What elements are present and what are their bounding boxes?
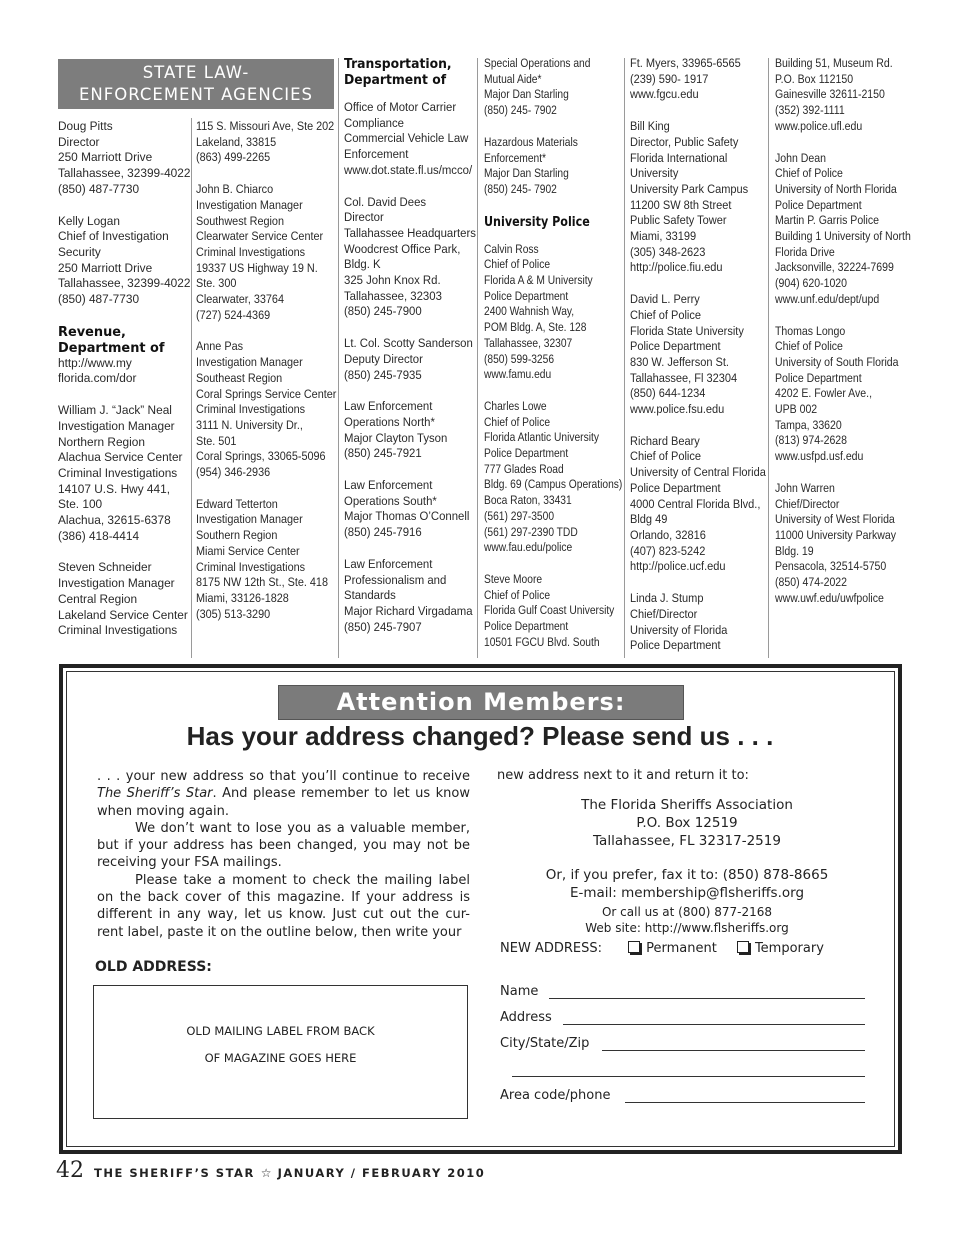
entry-line: 10501 FGCU Blvd. South [484, 634, 600, 649]
entry-line: 777 Glades Road [484, 461, 564, 476]
entry-line: Tallahassee, 32303 [344, 288, 442, 303]
entry-line: (863) 499-2265 [196, 150, 271, 165]
entry-line: Criminal Investigations [196, 559, 306, 574]
entry-line: Tallahassee, 32307 [484, 335, 573, 350]
directory-entry [196, 497, 336, 623]
email-line: E-mail: membership@flsheriffs.org [569, 885, 805, 901]
entry-line: Compliance [344, 115, 404, 130]
entry-line: Edward Tetterton [196, 496, 278, 511]
directory-entry [344, 557, 476, 636]
entry-line: Doug Pitts [58, 119, 113, 133]
entry-line: http://police.fiu.edu [630, 260, 723, 275]
entry-line: Investigation Manager [196, 197, 303, 212]
entry-line: Lakeland Service Center [58, 607, 188, 622]
entry-line: Chief of Police [630, 449, 702, 464]
entry-line: Enforcement [344, 147, 409, 162]
directory-entry [344, 56, 476, 88]
entry-line: Florida International [630, 150, 728, 165]
entry-line: Tallahassee, Fl 32304 [630, 370, 738, 385]
directory-entry [58, 324, 190, 387]
attention-banner: Attention Members: [278, 685, 684, 720]
entry-line: 14107 U.S. Hwy 441, [58, 481, 171, 496]
directory-entry [58, 403, 190, 544]
entry-line: Enforcement* [484, 150, 547, 165]
entry-line: Florida State University [630, 323, 744, 338]
entry-line: Southwest Region [196, 213, 285, 228]
entry-line: 115 S. Missouri Ave, Ste 202 [196, 119, 335, 133]
entry-line: www.fgcu.edu [630, 87, 699, 102]
entry-line: Criminal Investigations [196, 244, 306, 259]
entry-line: Steven Schneider [58, 560, 152, 575]
entry-line: (727) 524-4369 [196, 307, 271, 322]
agency-heading: Transportation, [344, 56, 452, 72]
entry-line: Investigation Manager [58, 576, 175, 591]
entry-line: Florida Atlantic University [484, 430, 599, 445]
directory-entry [484, 214, 622, 230]
entry-line: www.police.ufl.edu [775, 118, 863, 133]
address-field-label: Address [500, 1010, 552, 1025]
entry-line: http://www.my [58, 355, 132, 370]
directory-entry [484, 135, 622, 198]
entry-line: Bldg 49 [630, 512, 668, 527]
entry-line: (352) 392-1111 [775, 103, 845, 118]
entry-line: Police Department [484, 446, 569, 461]
entry-line: Chief of Investigation [58, 229, 169, 244]
entry-line: Woodcrest Office Park, [344, 241, 461, 256]
entry-line: Pensacola, 32514-5750 [775, 559, 887, 574]
phone-field-line[interactable] [625, 1102, 865, 1103]
temporary-checkbox[interactable] [737, 941, 749, 953]
directory-column-2 [196, 119, 336, 725]
entry-line: (850) 245-7900 [344, 304, 422, 319]
entry-line: 19337 US Highway 19 N. [196, 260, 318, 275]
notice-text: . . . your new address so that you’ll continue to receive [97, 769, 470, 784]
temporary-label: Temporary [754, 941, 824, 956]
entry-line: www.famu.edu [484, 367, 552, 382]
notice-question: Has your address changed? Please send us . . . [186, 721, 774, 751]
entry-line: (904) 620-1020 [775, 276, 848, 291]
entry-line: Alachua, 32615-6378 [58, 513, 171, 528]
entry-line: 2400 Wahnish Way, [484, 304, 575, 319]
entry-line: (850) 487-7730 [58, 181, 140, 196]
directory-entry [344, 336, 476, 383]
entry-line: Public Safety Tower [630, 213, 727, 228]
entry-line: David L. Perry [630, 292, 700, 307]
entry-line: Chief of Police [775, 166, 843, 181]
entry-line: Chief of Police [484, 414, 551, 429]
entry-line: John B. Chiarco [196, 182, 274, 197]
entry-line: (239) 590- 1917 [630, 71, 709, 86]
entry-line: Investigation Manager [196, 512, 303, 527]
entry-line: (561) 297-3500 [484, 508, 555, 523]
entry-line: Boca Raton, 33431 [484, 493, 572, 508]
entry-line: Security [58, 244, 101, 259]
entry-line: Chief/Director [775, 496, 840, 511]
entry-line: Police Department [630, 480, 721, 495]
entry-line: Southeast Region [196, 370, 283, 385]
entry-line: Ft. Myers, 33965-6565 [630, 56, 741, 70]
label-box-line1: OLD MAILING LABEL FROM BACK [186, 1024, 375, 1038]
entry-line: 830 W. Jefferson St. [630, 354, 729, 369]
org-city: Tallahassee, FL 32317-2519 [593, 833, 781, 849]
notice-text: . And please remember to let us know when moving again. [97, 786, 470, 819]
directory-entry [344, 195, 476, 321]
entry-line: Criminal Investigations [196, 402, 306, 417]
directory-entry [344, 399, 476, 462]
entry-line: Chief/Director [630, 606, 698, 621]
entry-line: Northern Region [58, 434, 145, 449]
label-box-line2: OF MAGAZINE GOES HERE [204, 1051, 357, 1065]
entry-line: Lt. Col. Scotty Sanderson [344, 336, 473, 351]
entry-line: 3111 N. University Dr., [196, 417, 303, 432]
entry-line: University of Central Florida [630, 465, 766, 480]
entry-line: Building 51, Museum Rd. [775, 56, 893, 70]
entry-line: Police Department [775, 370, 862, 385]
directory-entry [484, 242, 622, 383]
new-address-label: NEW ADDRESS: [500, 941, 602, 956]
website-line: Web site: http://www.flsheriffs.org [585, 921, 789, 935]
entry-line: Hazardous Materials [484, 134, 578, 149]
entry-line: Clearwater Service Center [196, 229, 324, 244]
entry-line: Ste. 501 [196, 433, 237, 448]
entry-line: Linda J. Stump [630, 591, 704, 606]
entry-line: Deputy Director [344, 351, 423, 366]
entry-line: University [630, 166, 679, 181]
entry-line: Richard Beary [630, 433, 700, 448]
directory-entry [630, 591, 766, 654]
entry-line: John Warren [775, 480, 835, 495]
entry-line: University of West Florida [775, 512, 895, 527]
old-label-box [93, 985, 468, 1119]
directory-column-1 [58, 119, 190, 725]
entry-line: University of Florida [630, 622, 728, 637]
issue-date: JANUARY / FEBRUARY 2010 [277, 1166, 486, 1180]
entry-line: Florida Drive [775, 244, 835, 259]
magazine-title-italic: The Sheriff’s Star [97, 786, 213, 802]
entry-line: Thomas Longo [775, 323, 846, 338]
entry-line: Coral Springs Service Center [196, 386, 337, 401]
permanent-label: Permanent [646, 941, 717, 956]
entry-line: Miami Service Center [196, 543, 300, 558]
entry-line: Bldg. 19 [775, 543, 814, 558]
entry-line: Tallahassee, 32399-4022 [58, 166, 191, 181]
entry-line: Police Department [630, 339, 721, 354]
entry-line: Major Dan Starling [484, 166, 569, 181]
entry-line: Central Region [58, 591, 138, 606]
directory-entry [344, 100, 476, 179]
entry-line: Miami, 33199 [630, 229, 697, 244]
entry-line: (305) 348-2623 [630, 244, 706, 259]
entry-line: Criminal Investigations [58, 465, 178, 480]
entry-line: Police Department [484, 288, 569, 303]
entry-line: John Dean [775, 150, 826, 165]
notice-paragraph-3: Please take a moment to check the mailing label on the back cover of this magazine. If your address is different in any way, let us know. Just cut out the cur-rent label, paste it on the outline below, then write your [97, 872, 470, 940]
directory-entry [58, 560, 190, 639]
old-address-label: OLD ADDRESS: [95, 959, 212, 975]
entry-line: Chief of Police [484, 587, 551, 602]
entry-line: Florida A & M University [484, 273, 593, 288]
directory-entry [775, 324, 911, 465]
entry-line: Major Thomas O’Connell [344, 509, 470, 524]
entry-line: Office of Motor Carrier [344, 100, 457, 114]
entry-line: Miami, 33126-1828 [196, 590, 289, 605]
entry-line: Operations North* [344, 414, 435, 429]
agency-heading: Department of [344, 72, 447, 88]
entry-line: (850) 245- 7902 [484, 181, 557, 196]
entry-line: Col. David Dees [344, 194, 427, 209]
entry-line: Bldg. K [344, 257, 381, 272]
directory-column-6 [775, 56, 911, 662]
entry-line: University of South Florida [775, 354, 899, 369]
entry-line: Tallahassee, 32399-4022 [58, 276, 191, 291]
page-footer [56, 1158, 485, 1183]
entry-line: 8175 NW 12th St., Ste. 418 [196, 575, 328, 590]
entry-line: Operations South* [344, 493, 437, 508]
directory-entry [58, 119, 190, 198]
directory-entry [196, 119, 336, 166]
entry-line: 250 Marriott Drive [58, 150, 153, 165]
directory-entry [775, 151, 911, 308]
entry-line: 250 Marriott Drive [58, 260, 153, 275]
entry-line: Anne Pas [196, 339, 244, 354]
entry-line: Alachua Service Center [58, 450, 183, 465]
permanent-checkbox[interactable] [628, 941, 640, 953]
column-divider [768, 58, 769, 658]
new-address-options [500, 940, 824, 956]
entry-line: POM Bldg. A, Ste. 128 [484, 320, 587, 335]
extra-address-line[interactable] [512, 1076, 865, 1077]
entry-line: (561) 297-2390 TDD [484, 524, 578, 539]
entry-line: 4202 E. Fowler Ave., [775, 386, 872, 401]
directory-entry [775, 481, 911, 607]
fsa-mailing-address [497, 796, 877, 850]
column-divider [338, 58, 339, 658]
directory-entry [484, 572, 622, 651]
notice-right-intro: new address next to it and return it to: [497, 768, 749, 783]
entry-line: Gainesville 32611-2150 [775, 87, 885, 102]
column-divider [191, 118, 192, 658]
org-po-box: P.O. Box 12519 [636, 815, 738, 831]
entry-line: Coral Springs, 33065-5096 [196, 449, 326, 464]
directory-column-5 [630, 56, 766, 662]
agency-heading: University Police [484, 213, 590, 230]
star-icon: ☆ [260, 1166, 272, 1180]
entry-line: Martin P. Garris Police [775, 213, 879, 228]
entry-line: Major Richard Virgadama [344, 603, 473, 618]
entry-line: 11200 SW 8th Street [630, 197, 732, 212]
entry-line: www.usfpd.usf.edu [775, 449, 864, 464]
entry-line: (407) 823-5242 [630, 543, 706, 558]
entry-line: Director [58, 134, 100, 149]
directory-entry [196, 182, 336, 323]
entry-line: (386) 418-4414 [58, 528, 140, 543]
notice-left-text [97, 768, 470, 941]
entry-line: Special Operations and [484, 56, 591, 70]
page-number: 42 [56, 1158, 84, 1183]
entry-line: (850) 487-7730 [58, 292, 140, 307]
entry-line: Chief of Police [630, 307, 702, 322]
entry-line: Mutual Aide* [484, 71, 542, 86]
section-header [58, 59, 334, 109]
entry-line: florida.com/dor [58, 371, 137, 386]
section-header-line2: ENFORCEMENT AGENCIES [78, 85, 313, 104]
entry-line: 4000 Central Florida Blvd., [630, 496, 761, 511]
entry-line: P.O. Box 112150 [775, 71, 854, 86]
entry-line: Police Department [775, 197, 862, 212]
entry-line: Bill King [630, 119, 670, 134]
directory-column-3 [344, 56, 476, 662]
entry-line: 11000 University Parkway [775, 527, 896, 542]
agency-heading: Revenue, [58, 323, 126, 340]
entry-line: 325 John Knox Rd. [344, 273, 441, 288]
entry-line: www.uwf.edu/uwfpolice [775, 590, 884, 605]
agency-heading: Department of [58, 339, 165, 356]
directory-entry [484, 399, 622, 556]
entry-line: Building 1 University of North [775, 229, 911, 244]
entry-line: (850) 474-2022 [775, 575, 848, 590]
entry-line: www.police.fsu.edu [630, 402, 725, 417]
directory-entry [630, 292, 766, 418]
entry-line: (850) 245- 7902 [484, 103, 557, 118]
entry-line: UPB 002 [775, 402, 818, 417]
city-field-label: City/State/Zip [500, 1036, 590, 1051]
entry-line: William J. “Jack” Neal [58, 403, 172, 418]
entry-line: Ste. 300 [196, 276, 237, 291]
entry-line: Law Enforcement [344, 399, 433, 414]
entry-line: Standards [344, 588, 396, 603]
entry-line: (850) 245-7916 [344, 525, 422, 540]
entry-line: (850) 599-3256 [484, 351, 555, 366]
entry-line: Investigation Manager [58, 418, 175, 433]
name-field-line[interactable] [549, 998, 865, 999]
entry-line: Charles Lowe [484, 398, 547, 413]
contact-info [497, 866, 877, 936]
entry-line: (954) 346-2936 [196, 465, 271, 480]
entry-line: Steve Moore [484, 571, 543, 586]
entry-line: Tallahassee Headquarters [344, 225, 476, 240]
entry-line: Kelly Logan [58, 213, 120, 228]
entry-line: Major Clayton Tyson [344, 430, 448, 445]
entry-line: Southern Region [196, 528, 278, 543]
entry-line: Jacksonville, 32224-7699 [775, 260, 894, 275]
entry-line: Police Department [484, 619, 569, 634]
entry-line: www.fau.edu/police [484, 540, 573, 555]
entry-line: Law Enforcement [344, 556, 433, 571]
directory-entry [484, 56, 622, 119]
entry-line: Florida Gulf Coast University [484, 603, 615, 618]
entry-line: University of North Florida [775, 181, 897, 196]
notice-paragraph-2: We don’t want to lose you as a valuable member, but if your address has been changed, you may not be receiving your FSA mailings. [97, 820, 470, 871]
phone-line: Or call us at (800) 877-2168 [601, 905, 773, 919]
org-name: The Florida Sheriffs Association [581, 797, 793, 813]
entry-line: (850) 245-7935 [344, 367, 422, 382]
entry-line: Clearwater, 33764 [196, 292, 285, 307]
directory-entry [630, 119, 766, 276]
entry-line: Criminal Investigations [58, 623, 178, 638]
entry-line: (850) 245-7921 [344, 446, 422, 461]
column-divider [477, 58, 478, 658]
entry-line: Commercial Vehicle Law [344, 131, 469, 146]
entry-line: www.dot.state.fl.us/mcco/ [344, 162, 473, 177]
entry-line: Police Department [630, 638, 721, 653]
entry-line: (305) 513-3290 [196, 606, 271, 621]
entry-line: (850) 644-1234 [630, 386, 706, 401]
column-divider [624, 58, 625, 658]
phone-field-label: Area code/phone [500, 1088, 611, 1103]
entry-line: Chief of Police [484, 257, 551, 272]
entry-line: Orlando, 32816 [630, 527, 706, 542]
entry-line: http://police.ucf.edu [630, 559, 726, 574]
name-field-label: Name [500, 984, 539, 999]
entry-line: Professionalism and [344, 572, 447, 587]
entry-line: Tampa, 33620 [775, 417, 842, 432]
entry-line: Ste. 100 [58, 497, 103, 512]
entry-line: University Park Campus [630, 181, 749, 196]
directory-column-4 [484, 56, 622, 662]
city-field-line[interactable] [602, 1050, 865, 1051]
address-field-line[interactable] [563, 1024, 865, 1025]
entry-line: Director, Public Safety [630, 134, 739, 149]
notice-paragraph-1 [97, 768, 470, 820]
entry-line: Investigation Manager [196, 355, 303, 370]
directory-entry [630, 434, 766, 575]
directory-entry [196, 339, 336, 480]
entry-line: Law Enforcement [344, 478, 433, 493]
entry-line: www.unf.edu/dept/upd [775, 291, 880, 306]
entry-line: Chief of Police [775, 339, 843, 354]
entry-line: Bldg. 69 (Campus Operations) [484, 477, 623, 492]
entry-line: (850) 245-7907 [344, 619, 422, 634]
directory-entry [58, 214, 190, 308]
directory-entry [775, 56, 911, 135]
entry-line: Major Dan Starling [484, 87, 569, 102]
entry-line: Director [344, 210, 384, 225]
directory-entry [344, 478, 476, 541]
entry-line: Lakeland, 33815 [196, 134, 277, 149]
entry-line: (813) 974-2628 [775, 433, 848, 448]
directory-entry [630, 56, 766, 103]
fax-line: Or, if you prefer, fax it to: (850) 878-8665 [545, 867, 829, 883]
section-header-line1: STATE LAW- [142, 63, 250, 82]
magazine-name: THE SHERIFF’S STAR [94, 1166, 255, 1180]
entry-line: Calvin Ross [484, 241, 539, 256]
